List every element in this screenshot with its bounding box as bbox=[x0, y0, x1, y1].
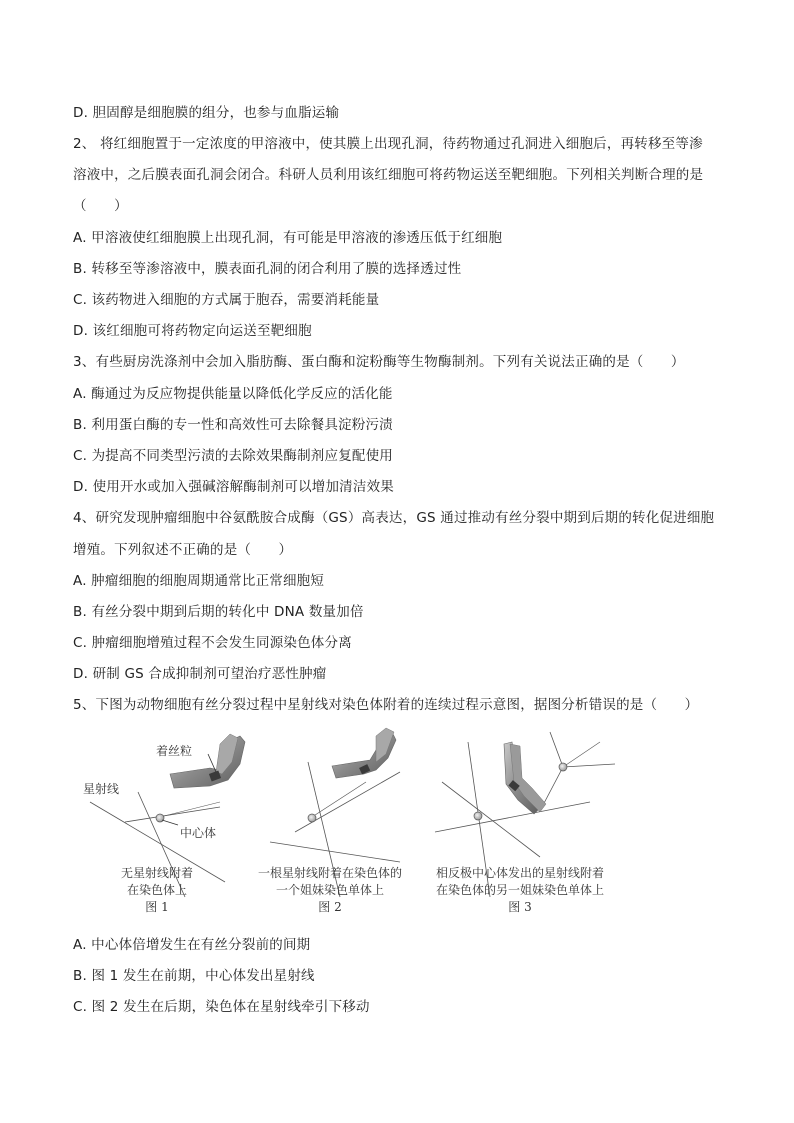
question-4-option-b: B. 有丝分裂中期到后期的转化中 DNA 数量加倍 bbox=[73, 604, 364, 620]
question-4-stem-line2: 增殖。下列叙述不正确的是（ ） bbox=[73, 542, 293, 558]
question-3-option-a: A. 酶通过为反应物提供能量以降低化学反应的活化能 bbox=[73, 386, 393, 402]
question-2-stem-line1: 2、 将红细胞置于一定浓度的甲溶液中，使其膜上出现孔洞，待药物通过孔洞进入细胞后，再转移至等渗 bbox=[73, 136, 703, 152]
question-2-option-b: B. 转移至等渗溶液中，膜表面孔洞的闭合利用了膜的选择透过性 bbox=[73, 261, 462, 277]
question-5-stem: 5、下图为动物细胞有丝分裂过程中星射线对染色体附着的连续过程示意图，据图分析错误的是（ ） bbox=[73, 697, 699, 713]
question-2-option-a: A. 甲溶液使红细胞膜上出现孔洞，有可能是甲溶液的渗透压低于红细胞 bbox=[73, 230, 503, 246]
figure-2-caption: 一根星射线附着在染色体的 一个姐妹染色单体上 图 2 bbox=[257, 866, 402, 914]
label-kinetochore: 着丝粒 bbox=[156, 744, 193, 758]
question-5-option-c: C. 图 2 发生在后期，染色体在星射线牵引下移动 bbox=[73, 999, 370, 1015]
question-4-option-d: D. 研制 GS 合成抑制剂可望治疗恶性肿瘤 bbox=[73, 666, 327, 682]
question-3-option-c: C. 为提高不同类型污渍的去除效果酶制剂应复配使用 bbox=[73, 448, 394, 464]
figure-3-caption: 相反极中心体发出的星射线附着 在染色体的另一姐妹染色单体上 图 3 bbox=[435, 866, 604, 914]
question-2-stem-line2: 溶液中，之后膜表面孔洞会闭合。科研人员利用该红细胞可将药物运送至靶细胞。下列相关判断合理的是 bbox=[73, 167, 704, 183]
label-centrosome: 中心体 bbox=[180, 826, 217, 840]
question-5-option-a: A. 中心体倍增发生在有丝分裂前的间期 bbox=[73, 937, 311, 953]
question-3-option-d: D. 使用开水或加入强碱溶解酶制剂可以增加清洁效果 bbox=[73, 479, 394, 495]
question-4-option-a: A. 肿瘤细胞的细胞周期通常比正常细胞短 bbox=[73, 573, 325, 589]
question-2-blank: （ ） bbox=[73, 198, 128, 214]
question-2-option-c: C. 该药物进入细胞的方式属于胞吞，需要消耗能量 bbox=[73, 292, 380, 308]
question-4-stem-line1: 4、研究发现肿瘤细胞中谷氨酰胺合成酶（GS）高表达，GS 通过推动有丝分裂中期到后期的转化促进细胞 bbox=[73, 510, 715, 526]
option-1-d: D. 胆固醇是细胞膜的组分，也参与血脂运输 bbox=[73, 105, 340, 121]
question-3-stem: 3、有些厨房洗涤剂中会加入脂肪酶、蛋白酶和淀粉酶等生物酶制剂。下列有关说法正确的是（ ） bbox=[73, 354, 685, 370]
question-3-option-b: B. 利用蛋白酶的专一性和高效性可去除餐具淀粉污渍 bbox=[73, 417, 393, 433]
question-4-option-c: C. 肿瘤细胞增殖过程不会发生同源染色体分离 bbox=[73, 635, 352, 651]
label-aster: 星射线 bbox=[83, 782, 120, 796]
question-2-option-d: D. 该红细胞可将药物定向运送至靶细胞 bbox=[73, 323, 312, 339]
figure-1-caption: 无星射线附着 在染色体上 图 1 bbox=[120, 866, 193, 914]
question-5-option-b: B. 图 1 发生在前期，中心体发出星射线 bbox=[73, 968, 315, 984]
mitosis-figure bbox=[70, 722, 730, 922]
